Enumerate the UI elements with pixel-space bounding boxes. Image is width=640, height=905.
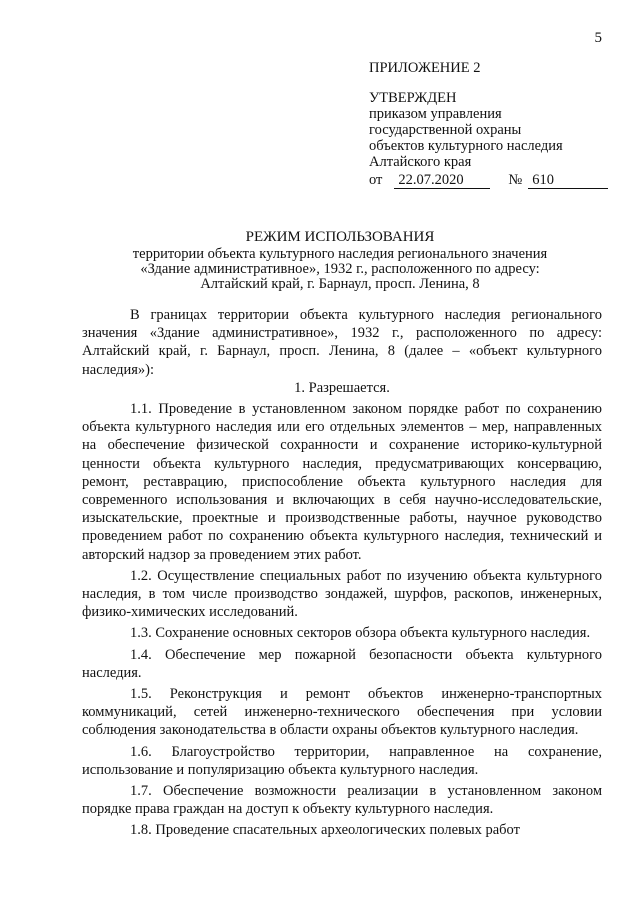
document-title: РЕЖИМ ИСПОЛЬЗОВАНИЯ (245, 229, 435, 245)
item-number: 1.8. (130, 822, 152, 839)
item-number: 1.7. (130, 783, 152, 800)
item-text: Сохранение основных секторов обзора объекта культурного наследия. (155, 625, 591, 642)
approved-label: УТВЕРЖДЕН (369, 90, 457, 106)
item-number: 1.3. (130, 625, 152, 642)
title-subline: территории объекта культурного наследия регионального значения (132, 246, 548, 262)
order-date: 22.07.2020 (394, 172, 490, 189)
list-item (82, 624, 602, 642)
item-number: 1.4. (130, 646, 152, 663)
appendix-label: ПРИЛОЖЕНИЕ 2 (369, 60, 481, 76)
list-item (82, 685, 602, 740)
intro-paragraph: В границах территории объекта культурного наследия регионального значения «Здание административное», 1932 г., расположенного по адресу: Алтайский край, г. Барнаул, просп. Ленина, 8 (далее – «объект культурного наследия»): (82, 307, 602, 378)
item-text: Обеспечение мер пожарной безопасности объекта культурного наследия. (82, 646, 602, 681)
document-title-block (40, 230, 640, 292)
item-text: Проведение спасательных археологических полевых работ (155, 822, 520, 839)
approval-line: приказом управления (369, 106, 502, 122)
item-text: Проведение в установленном законом порядке работ по сохранению объекта культурного наследия или его отдельных элементов – мер, направленных на обеспечение физической сохранности и сохранение историко-культурной ценности объекта культурного наследия, предусматривающих консервацию, ремонт, реставрацию, приспособление объекта культурного наследия для современного использования и включающих в себя научно-исследовательские, изыскательские, проектные и производственные работы, научное руководство проведением работ по сохранению объекта культурного наследия, технический и авторский надзор за проведением этих работ. (82, 401, 602, 563)
list-item (82, 567, 602, 622)
list-item (82, 743, 602, 779)
order-line (369, 172, 619, 189)
item-number: 1.5. (130, 686, 152, 703)
item-text: Благоустройство территории, направленное на сохранение, использование и популяризацию объекта культурного наследия. (82, 743, 602, 778)
list-item (82, 821, 602, 839)
document-body (82, 306, 602, 840)
approval-line: государственной охраны (369, 122, 522, 138)
from-label: от (369, 172, 383, 188)
list-item (82, 782, 602, 818)
page-number: 5 (594, 30, 602, 46)
order-number: 610 (528, 172, 608, 189)
item-number: 1.2. (130, 567, 152, 584)
list-item (82, 400, 602, 564)
item-text: Обеспечение возможности реализации в установленном законом порядке права граждан на доступ к объекту культурного наследия. (82, 783, 603, 818)
approval-line: объектов культурного наследия (369, 138, 563, 154)
number-label: № (508, 172, 523, 188)
section-heading: 1. Разрешается. (294, 379, 390, 396)
item-number: 1.6. (130, 743, 152, 760)
item-number: 1.1. (130, 401, 152, 418)
item-text: Осуществление специальных работ по изучению объекта культурного наследия, в том числе производство зондажей, шурфов, раскопов, инженерных, физико-химических исследований. (82, 567, 602, 621)
title-subline: «Здание административное», 1932 г., расположенного по адресу: (140, 261, 540, 277)
title-subline: Алтайский край, г. Барнаул, просп. Ленина, 8 (200, 276, 480, 292)
approval-line: Алтайского края (369, 154, 472, 170)
item-text: Реконструкция и ремонт объектов инженерно-транспортных коммуникаций, сетей инженерно-технического обеспечения при условии соблюдения законодательства в области охраны объектов культурного наследия. (82, 686, 602, 739)
list-item (82, 646, 602, 682)
approval-block (369, 60, 619, 189)
